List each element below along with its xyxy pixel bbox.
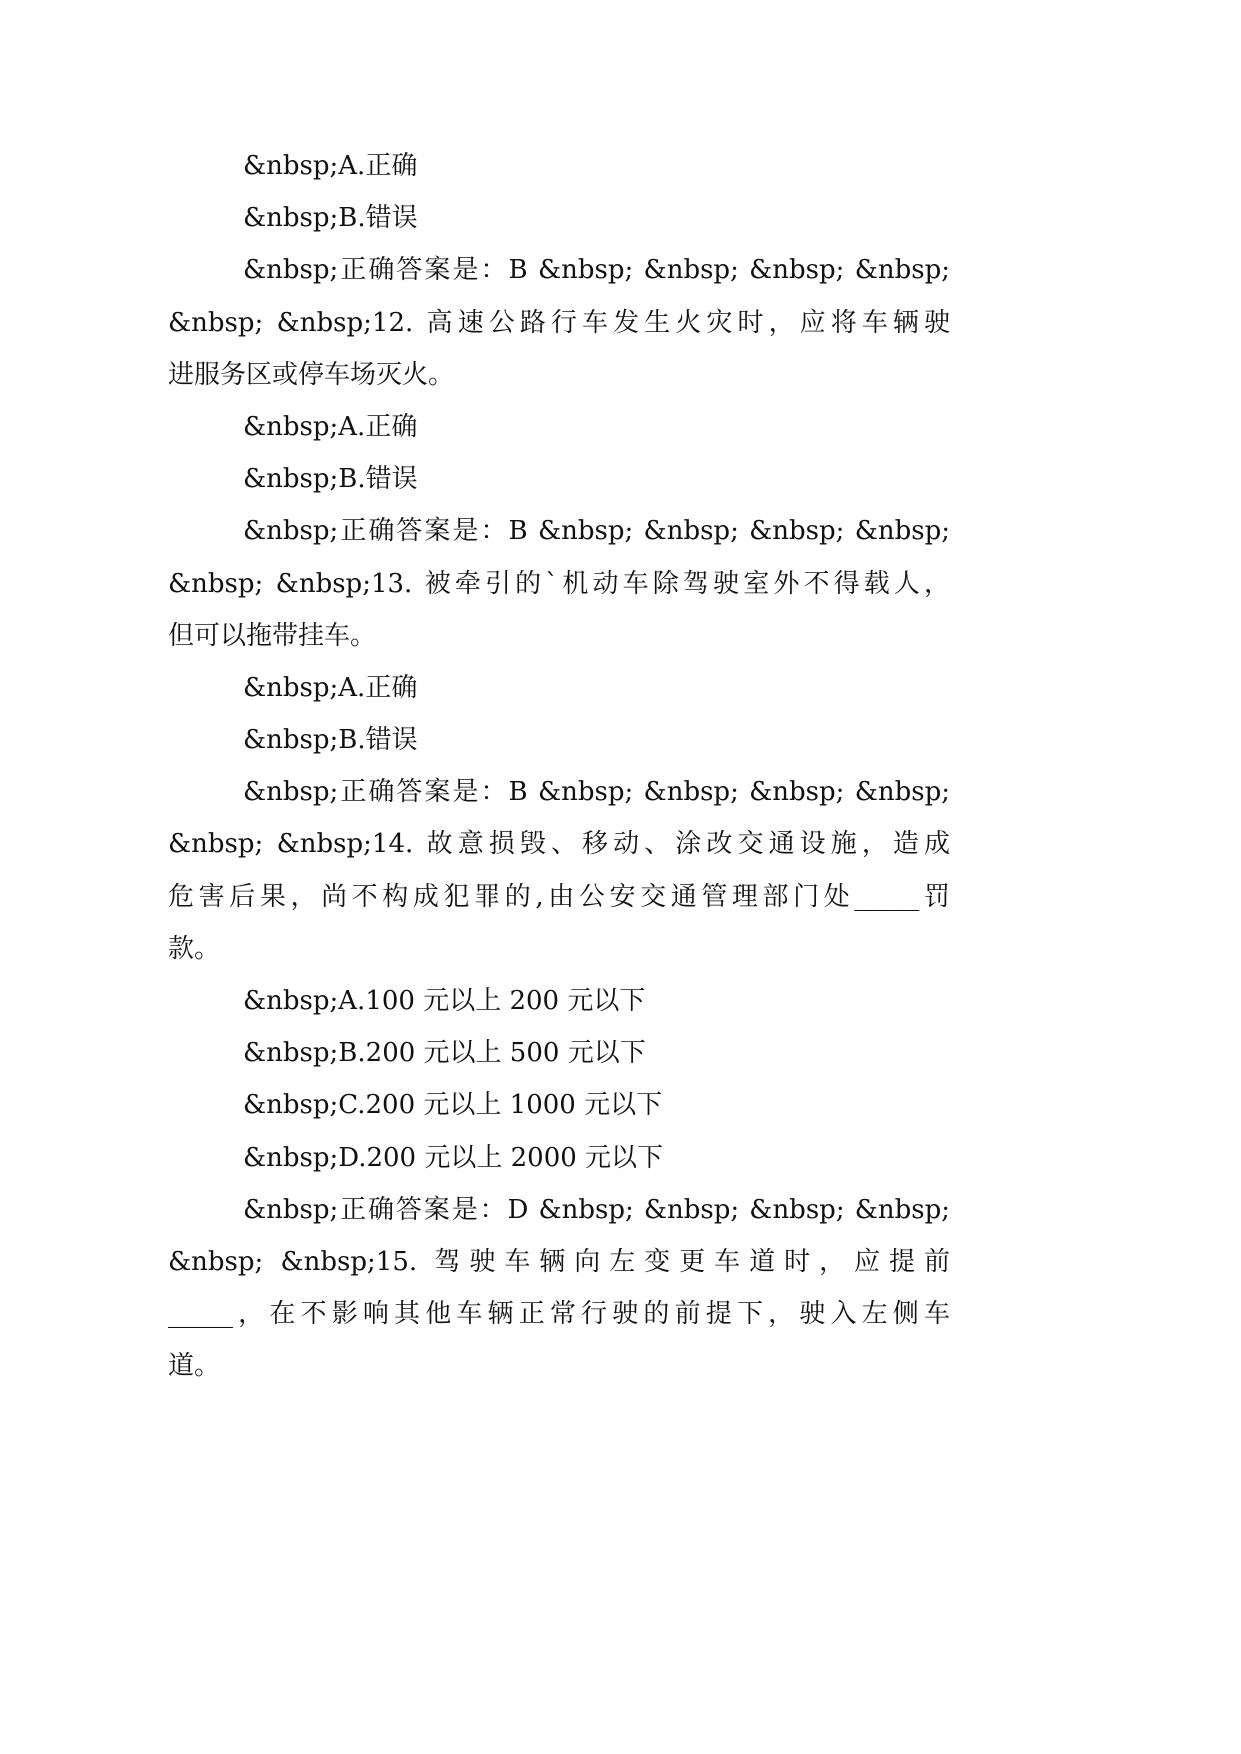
text-line: &nbsp;B.200 元以上 500 元以下 (243, 1038, 646, 1069)
text-line: 进服务区或停车场灭火。 (168, 359, 455, 390)
text-line: &nbsp;正确答案是：B &nbsp; &nbsp; &nbsp; &nbsp; (243, 516, 950, 547)
text-line: &nbsp; &nbsp;14. 故意损毁、移动、涂改交通设施，造成 (168, 829, 950, 860)
text-line: 款。 (168, 933, 221, 964)
text-line: &nbsp; &nbsp;12. 高速公路行车发生火灾时，应将车辆驶 (168, 307, 950, 338)
text-line: &nbsp;A.正确 (243, 411, 418, 442)
text-line: &nbsp;D.200 元以上 2000 元以下 (243, 1142, 664, 1173)
document-page (168, 140, 950, 1393)
text-line: &nbsp;A.正确 (243, 672, 418, 703)
text-line: 但可以拖带挂车。 (168, 620, 377, 651)
text-line: &nbsp;C.200 元以上 1000 元以下 (243, 1090, 663, 1121)
text-line: &nbsp;正确答案是：D &nbsp; &nbsp; &nbsp; &nbsp; (243, 1194, 950, 1225)
text-line: &nbsp; &nbsp;15. 驾驶车辆向左变更车道时，应提前 (168, 1246, 950, 1277)
text-line: &nbsp;B.错误 (243, 203, 418, 234)
text-line: &nbsp;A.正确 (243, 151, 418, 181)
text-line: 危害后果，尚不构成犯罪的,由公安交通管理部门处_____罚 (168, 881, 950, 912)
text-line: &nbsp;A.100 元以上 200 元以下 (243, 986, 646, 1016)
text-line: &nbsp;B.错误 (243, 464, 418, 495)
text-line: &nbsp;正确答案是：B &nbsp; &nbsp; &nbsp; &nbsp; (243, 777, 950, 808)
text-line: _____，在不影响其他车辆正常行驶的前提下，驶入左侧车 (168, 1299, 950, 1330)
text-line: 道。 (168, 1351, 221, 1382)
text-line: &nbsp;正确答案是：B &nbsp; &nbsp; &nbsp; &nbsp; (243, 255, 950, 286)
text-line: &nbsp;B.错误 (243, 725, 418, 756)
text-line: &nbsp; &nbsp;13. 被牵引的`机动车除驾驶室外不得载人， (168, 568, 950, 599)
